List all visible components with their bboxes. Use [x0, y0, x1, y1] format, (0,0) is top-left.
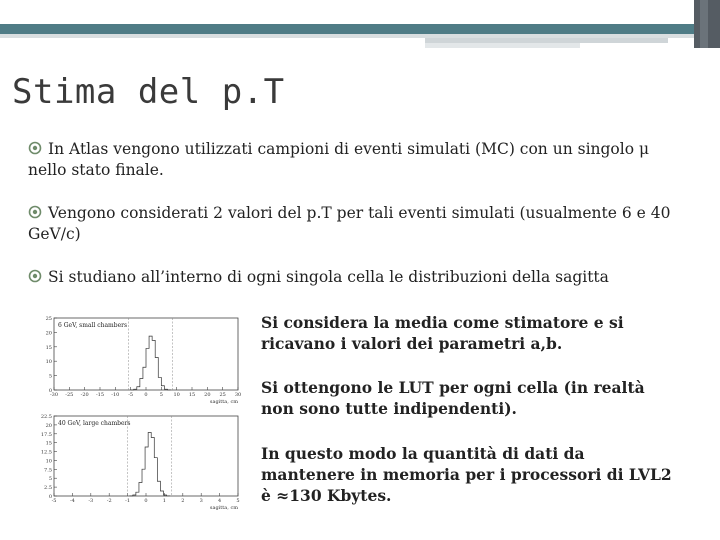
x-tick-label: -10 — [111, 392, 120, 398]
x-axis-label: sagitta, cm — [209, 399, 238, 404]
plot-frame — [54, 416, 238, 496]
x-tick-label: -5 — [128, 392, 134, 398]
gear-bullet-icon — [28, 205, 42, 219]
x-tick-label: -3 — [88, 498, 94, 504]
right-paragraph: In questo modo la quantità di dati da mantenere in memoria per i processori di LVL2 è ≈130 Kbytes. — [261, 444, 672, 505]
x-axis-label: sagitta, cm — [209, 505, 238, 510]
gear-bullet-icon — [28, 269, 42, 283]
y-tick-label: 20 — [45, 422, 52, 429]
x-tick-label: 4 — [218, 498, 222, 504]
header-accent-bar — [0, 24, 700, 34]
x-tick-label: 10 — [173, 392, 180, 398]
y-tick-label: 7.5 — [44, 467, 52, 474]
gear-bullet-icon — [28, 141, 42, 155]
plot-title: 6 GeV, small chambers — [58, 322, 128, 329]
header-gray-bar-2 — [425, 43, 580, 48]
x-tick-label: 15 — [188, 392, 196, 398]
slide-top-margin — [0, 0, 720, 24]
bullet-item — [28, 139, 688, 181]
bullet-text: Si studiano all’interno di ogni singola cella le distribuzioni della sagitta — [48, 268, 609, 286]
y-tick-label: 5 — [48, 373, 52, 380]
x-tick-label: 2 — [181, 498, 185, 504]
x-tick-label: -4 — [69, 498, 75, 504]
histogram-large-chambers — [36, 410, 246, 510]
y-tick-label: 0 — [48, 494, 52, 500]
x-tick-label: 20 — [204, 392, 211, 398]
x-tick-label: 30 — [234, 392, 242, 398]
right-paragraph: Si considera la media come stimatore e si ricavano i valori dei parametri a,b. — [261, 313, 624, 353]
y-tick-label: 22.5 — [40, 414, 52, 420]
histogram-bars — [130, 433, 170, 496]
x-tick-label: -15 — [95, 392, 105, 398]
x-tick-label: 0 — [144, 498, 148, 504]
header-dark-block-2 — [700, 0, 708, 48]
x-tick-label: -2 — [106, 498, 112, 504]
y-tick-label: 17.5 — [40, 431, 52, 438]
right-paragraph: Si ottengono le LUT per ogni cella (in realtà non sono tutte indipendenti). — [261, 378, 645, 418]
histogram-small-chambers — [36, 312, 246, 404]
bullet-text: In Atlas vengono utilizzati campioni di eventi simulati (MC) con un singolo μ nello stato finale. — [28, 140, 650, 179]
slide-title: Stima del p.T — [12, 72, 285, 112]
x-tick-label: 3 — [199, 498, 203, 504]
x-tick-label: 5 — [236, 498, 240, 504]
y-tick-label: 10 — [45, 458, 52, 465]
x-tick-label: -30 — [49, 392, 59, 398]
y-tick-label: 25 — [45, 316, 52, 322]
y-tick-label: 20 — [45, 330, 52, 337]
x-tick-label: -1 — [125, 498, 131, 504]
x-tick-label: -5 — [51, 498, 57, 504]
y-tick-label: 10 — [45, 359, 52, 366]
y-tick-label: 5 — [48, 476, 52, 483]
y-tick-label: 0 — [48, 388, 52, 394]
x-tick-label: 25 — [219, 392, 226, 398]
x-tick-label: 5 — [159, 392, 163, 398]
bullet-item — [28, 203, 688, 245]
x-tick-label: 1 — [162, 498, 166, 504]
x-tick-label: -25 — [65, 392, 74, 398]
y-tick-label: 15 — [45, 440, 52, 447]
bullet-text: Vengono considerati 2 valori del p.T per tali eventi simulati (usualmente 6 e 40 GeV/c) — [28, 204, 671, 243]
histogram-bars — [131, 336, 171, 390]
x-tick-label: -20 — [80, 392, 89, 398]
plot-title: 40 GeV, large chambers — [58, 420, 131, 427]
bullet-item — [28, 267, 688, 288]
y-tick-label: 12.5 — [40, 449, 52, 456]
y-tick-label: 2.5 — [44, 485, 52, 492]
y-tick-label: 15 — [45, 344, 52, 351]
x-tick-label: 0 — [144, 392, 148, 398]
